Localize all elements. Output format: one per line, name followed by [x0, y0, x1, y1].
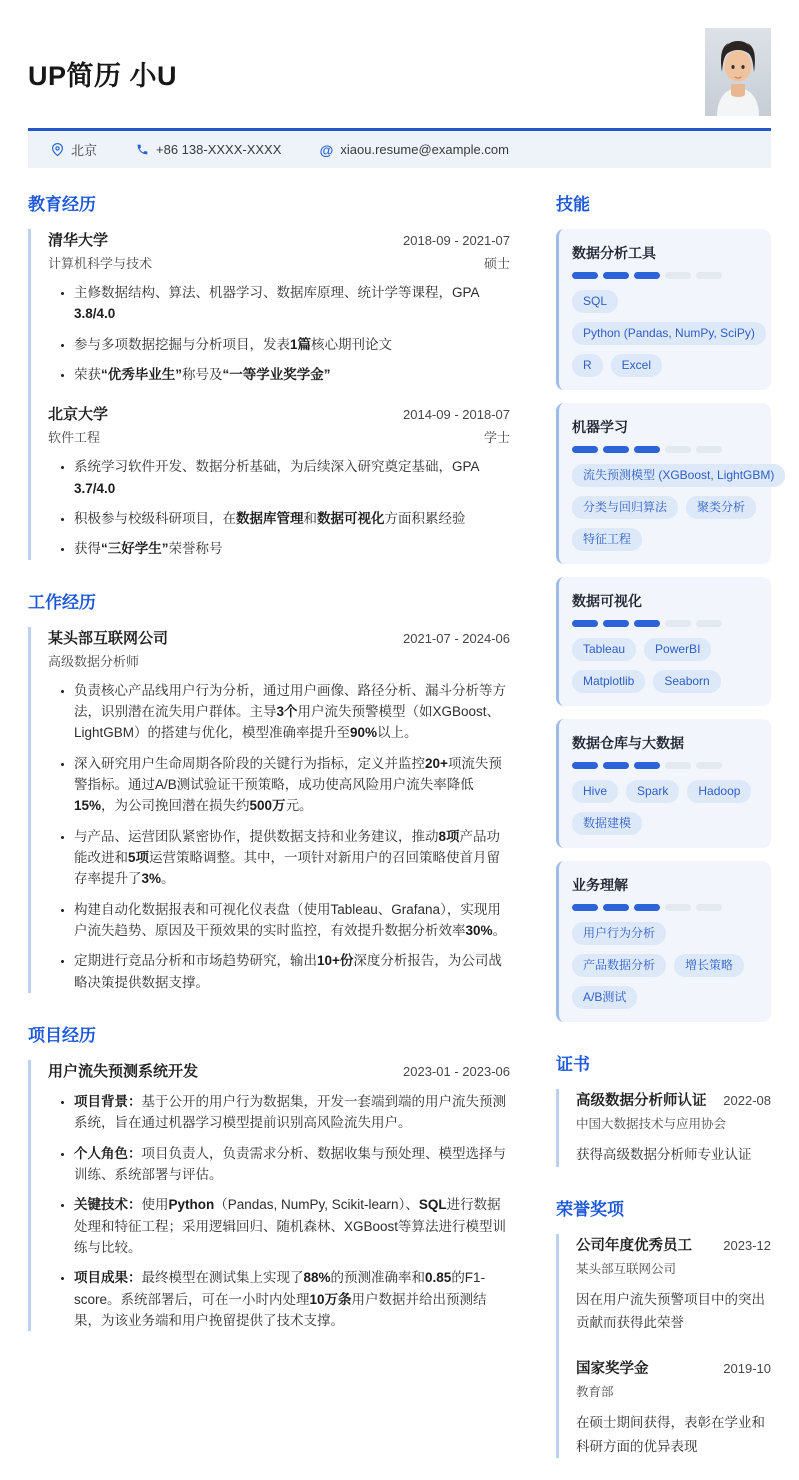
skill-level-segment [572, 620, 598, 627]
skill-tags [572, 922, 759, 1009]
bullet-item: • 关键技术：使用Python（Pandas, NumPy, Scikit-learn）、SQL进行数据处理和特征工程；采用逻辑回归、随机森林、XGBoost等算法进行模型训练与比较。 [74, 1194, 510, 1258]
left-column [28, 190, 510, 1480]
skill-tag: A/B测试 [572, 986, 637, 1009]
skill-level-bar [572, 446, 759, 453]
skill-level-segment [572, 446, 598, 453]
certificate-entry-issuer: 中国大数据技术与应用协会 [576, 1117, 727, 1131]
skill-tag: 分类与回归算法 [572, 496, 678, 519]
skill-tags [572, 290, 759, 377]
skill-name: 业务理解 [572, 877, 628, 893]
section-skills [556, 190, 775, 1022]
entry-date: 2023-01 - 2023-06 [403, 1063, 510, 1079]
bullet-item: • 积极参与校级科研项目，在数据库管理和数据可视化方面积累经验 [74, 508, 510, 529]
skill-tag: 流失预测模型 (XGBoost, LightGBM) [572, 464, 785, 487]
skill-level-segment [572, 904, 598, 911]
honor-entry-header [576, 1234, 771, 1255]
honor-entry-issuer: 某头部互联网公司 [576, 1261, 677, 1276]
certificate-entry-header [576, 1089, 771, 1110]
bullet-item: • 深入研究用户生命周期各阶段的关键行为指标，定义并监控20+项流失预警指标。通过A/B测试验证干预策略，成功使高风险用户流失率降低15%，为公司挽回潜在损失约500万元。 [74, 753, 510, 817]
skill-level-segment [634, 272, 660, 279]
skill-card [556, 229, 771, 390]
section-work [28, 588, 510, 993]
skill-tag: 产品数据分析 [572, 954, 666, 977]
skill-tag: Seaborn [653, 670, 720, 693]
content-columns [28, 190, 775, 1480]
skill-level-segment [696, 272, 722, 279]
entry-date: 2021-07 - 2024-06 [403, 630, 510, 646]
skill-level-segment [603, 446, 629, 453]
bullet-item: • 主修数据结构、算法、机器学习、数据库原理、统计学等课程，GPA 3.8/4.0 [74, 282, 510, 325]
skill-tags [572, 638, 759, 693]
bullet-list [48, 456, 510, 559]
skill-tag: 数据建模 [572, 812, 642, 835]
certificate-entry-title: 高级数据分析师认证 [576, 1093, 707, 1109]
phone-icon [135, 143, 149, 157]
projects-heading: 项目经历 [28, 1025, 96, 1045]
certificate-entries [556, 1089, 771, 1167]
bullet-item: • 项目成果：最终模型在测试集上实现了88%的预测准确率和0.85的F1-score。系统部署后，可在一小时内处理10万条用户数据并给出预测结果，为该业务端和用户挽留提供了技术支撑。 [74, 1267, 510, 1331]
entry-subtitle-row [48, 253, 510, 272]
contact-phone-text: +86 138-XXXX-XXXX [156, 142, 282, 157]
bullet-item: • 与产品、运营团队紧密协作，提供数据支持和业务建议，推动8项产品功能改进和5项运营策略调整。其中，一项针对新用户的召回策略使首月留存率提升了3%。 [74, 826, 510, 890]
contact-email [319, 142, 509, 157]
skill-name: 数据可视化 [572, 593, 642, 609]
honor-entry-description: 因在用户流失预警项目中的突出贡献而获得此荣誉 [576, 1291, 765, 1331]
education-entries [28, 229, 510, 560]
work-heading: 工作经历 [28, 592, 96, 612]
skill-tags [572, 780, 759, 835]
skill-tag: PowerBI [644, 638, 711, 661]
bullet-item: • 项目背景：基于公开的用户行为数据集，开发一套端到端的用户流失预测系统，旨在通过机器学习模型提前识别高风险流失用户。 [74, 1091, 510, 1134]
entry-subtitle: 高级数据分析师 [48, 653, 140, 669]
contact-bar [28, 128, 771, 168]
resume-header [28, 0, 771, 116]
bullet-item: • 系统学习软件开发、数据分析基础，为后续深入研究奠定基础，GPA 3.7/4.0 [74, 456, 510, 499]
contact-location [50, 140, 97, 159]
skill-level-segment [634, 762, 660, 769]
right-column [556, 190, 775, 1480]
entry-subtitle-row [48, 427, 510, 446]
section-honors [556, 1195, 771, 1459]
at-icon: @ [319, 141, 334, 158]
bullet-list [48, 680, 510, 993]
skill-level-segment [665, 620, 691, 627]
skill-name: 数据仓库与大数据 [572, 735, 684, 751]
honor-entry-date: 2019-10 [723, 1360, 771, 1376]
skill-tag: Matplotlib [572, 670, 645, 693]
skill-tag: 特征工程 [572, 528, 642, 551]
contact-location-text: 北京 [71, 143, 98, 158]
certificates-heading: 证书 [556, 1055, 590, 1074]
entry-date: 2018-09 - 2021-07 [403, 233, 510, 248]
skill-name: 数据分析工具 [572, 245, 656, 261]
portrait-image [705, 28, 771, 116]
entry-header [48, 627, 510, 648]
skill-tag: 增长策略 [674, 954, 744, 977]
honor-entry [576, 1357, 771, 1458]
skill-tag: Tableau [572, 638, 636, 661]
honor-entries [556, 1234, 771, 1459]
skill-tag: Excel [611, 354, 662, 377]
resume-title: UP简历 小U [28, 61, 178, 91]
bullet-item: • 构建自动化数据报表和可视化仪表盘（使用Tableau、Grafana），实现用户流失趋势、原因及干预效果的实时监控，有效提升数据分析效率30%。 [74, 899, 510, 942]
skill-card [556, 403, 775, 564]
project-entries [28, 1060, 510, 1331]
skill-level-segment [603, 272, 629, 279]
skill-tag: 用户行为分析 [572, 922, 666, 945]
honor-entry-issuer: 教育部 [576, 1384, 614, 1399]
skill-level-segment [665, 446, 691, 453]
skill-level-segment [634, 446, 660, 453]
entry-subtitle-row [48, 651, 510, 670]
entry [48, 1060, 510, 1331]
entry-header [48, 403, 510, 424]
skill-level-bar [572, 620, 759, 627]
skill-level-bar [572, 762, 759, 769]
skill-name: 机器学习 [572, 419, 628, 435]
entry-subtitle: 软件工程 [48, 430, 101, 446]
entry [48, 229, 510, 385]
skills-heading: 技能 [556, 195, 590, 214]
entry-subtitle: 计算机科学与技术 [48, 256, 153, 271]
entry-degree: 硕士 [483, 256, 510, 271]
honor-entry-description: 在硕士期间获得，表彰在学业和科研方面的优异表现 [576, 1414, 765, 1454]
entry-title: 用户流失预测系统开发 [48, 1062, 199, 1080]
bullet-list [48, 282, 510, 385]
honor-entry [576, 1234, 771, 1335]
bullet-item: • 获得“三好学生”荣誉称号 [74, 538, 510, 559]
skill-level-segment [665, 904, 691, 911]
skill-level-segment [696, 904, 722, 911]
skill-tag: Spark [626, 780, 679, 803]
honor-entry-date: 2023-12 [723, 1237, 771, 1253]
work-entries [28, 627, 510, 993]
skill-card [556, 719, 771, 848]
section-education [28, 190, 510, 560]
section-certificates [556, 1050, 771, 1167]
honors-heading: 荣誉奖项 [556, 1199, 624, 1219]
skill-cards [556, 229, 775, 1022]
profile-photo [705, 28, 771, 116]
skill-level-bar [572, 272, 759, 279]
skill-level-segment [603, 620, 629, 627]
skill-tags [572, 464, 775, 551]
certificate-entry [576, 1089, 771, 1167]
certificate-entry-date: 2022-08 [723, 1093, 771, 1108]
skill-level-segment [665, 272, 691, 279]
entry-title: 清华大学 [48, 232, 109, 249]
skill-tag: R [572, 354, 603, 377]
skill-level-segment [634, 904, 660, 911]
skill-level-segment [572, 762, 598, 769]
skill-level-segment [696, 446, 722, 453]
bullet-item: • 个人角色：项目负责人，负责需求分析、数据收集与预处理、模型选择与训练、系统部署与评估。 [74, 1143, 510, 1186]
entry [48, 403, 510, 559]
entry-title: 某头部互联网公司 [48, 629, 169, 647]
section-projects [28, 1021, 510, 1331]
education-heading: 教育经历 [28, 195, 96, 214]
contact-email-text: xiaou.resume@example.com [340, 142, 509, 157]
skill-level-segment [603, 762, 629, 769]
entry-degree: 学士 [483, 430, 510, 446]
honor-entry-title: 公司年度优秀员工 [576, 1237, 692, 1254]
bullet-item: • 参与多项数据挖掘与分析项目，发表1篇核心期刊论文 [74, 334, 510, 355]
skill-card [556, 861, 771, 1022]
skill-card [556, 577, 771, 706]
skill-level-segment [572, 272, 598, 279]
certificate-entry-description: 获得高级数据分析师专业认证 [576, 1147, 752, 1162]
skill-level-segment [696, 762, 722, 769]
skill-level-segment [634, 620, 660, 627]
entry-date: 2014-09 - 2018-07 [403, 407, 510, 423]
bullet-item: • 荣获“优秀毕业生”称号及“一等学业奖学金” [74, 364, 510, 385]
honor-entry-title: 国家奖学金 [576, 1360, 649, 1377]
skill-tag: Python (Pandas, NumPy, SciPy) [572, 322, 766, 345]
honor-entry-header [576, 1357, 771, 1378]
entry-header [48, 229, 510, 250]
skill-tag: Hadoop [687, 780, 751, 803]
location-pin-icon [50, 143, 64, 157]
skill-level-segment [696, 620, 722, 627]
bullet-list [48, 1091, 510, 1331]
entry [48, 627, 510, 993]
skill-tag: 聚类分析 [686, 496, 756, 519]
entry-title: 北京大学 [48, 406, 109, 424]
skill-level-bar [572, 904, 759, 911]
bullet-item: • 负责核心产品线用户行为分析，通过用户画像、路径分析、漏斗分析等方法，识别潜在流失用户群体。主导3个用户流失预警模型（如XGBoost、LightGBM）的搭建与优化，模型准确率提升至90%以上。 [74, 680, 510, 744]
skill-level-segment [665, 762, 691, 769]
skill-tag: SQL [572, 290, 618, 313]
contact-phone [135, 142, 281, 157]
bullet-item: • 定期进行竞品分析和市场趋势研究，输出10+份深度分析报告，为公司战略决策提供数据支撑。 [74, 950, 510, 993]
skill-tag: Hive [572, 780, 618, 803]
skill-level-segment [603, 904, 629, 911]
entry-header [48, 1060, 510, 1081]
